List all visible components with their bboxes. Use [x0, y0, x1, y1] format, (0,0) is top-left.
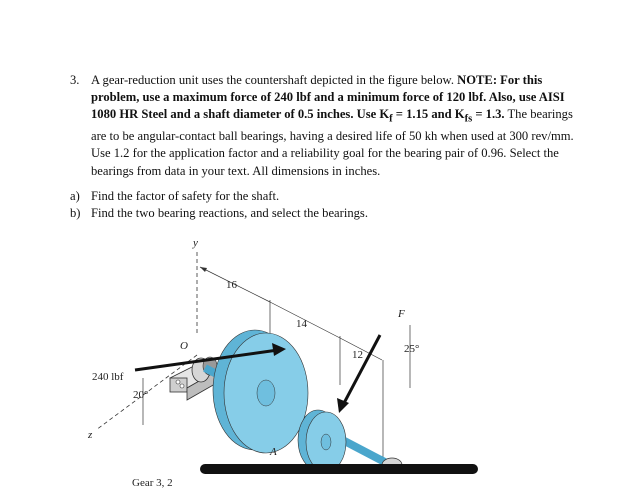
angle-20-label: 20° [133, 389, 149, 401]
force-f-label: F [398, 308, 405, 320]
dim-16-label: 16 [226, 279, 237, 291]
problem-number: 3. [70, 73, 80, 87]
y-axis-label: y [193, 237, 198, 249]
part-a-label: a) [70, 189, 80, 203]
z-axis-label: z [88, 429, 93, 441]
part-b-label: b) [70, 206, 81, 221]
gear-label: Gear 3, 2 [132, 477, 173, 489]
force-240-label: 240 lbf [92, 371, 124, 383]
dim-14-label: 14 [296, 318, 307, 330]
origin-label: O [180, 340, 188, 352]
angle-25-label: 25° [404, 343, 420, 355]
part-b-text: Find the two bearing reactions, and select the bearings. [91, 206, 368, 221]
force-f-arrow [343, 335, 380, 405]
point-a-label: A [270, 446, 277, 458]
problem-note: NOTE: For this problem, use a maximum force of 240 lbf and a minimum force of 120 lbf. Also, use AISI 1080 HR Steel and a shaft diameter of 0.5 inches. Use $K_f = 1.15$ and $K_{fs} = 1.3$. [91, 73, 565, 125]
large-gear [213, 330, 308, 453]
problem-intro: A gear-reduction unit uses the countershaft depicted in the figure below. [91, 73, 454, 87]
part-a-text: Find the factor of safety for the shaft. [91, 189, 280, 203]
dim-12-label: 12 [352, 349, 363, 361]
problem-rest: The bearings are to be angular-contact ball bearings, having a desired life of 50 kh when used at 300 rev/mm. Use 1.2 for the application factor and a reliability goal for the bearing pair of 0.96. Select the bearings from data in your text. All dimensions in inches. [91, 107, 574, 178]
dim-16-arrow [200, 267, 207, 272]
small-gear [298, 410, 346, 472]
overlay-bar [200, 464, 478, 474]
